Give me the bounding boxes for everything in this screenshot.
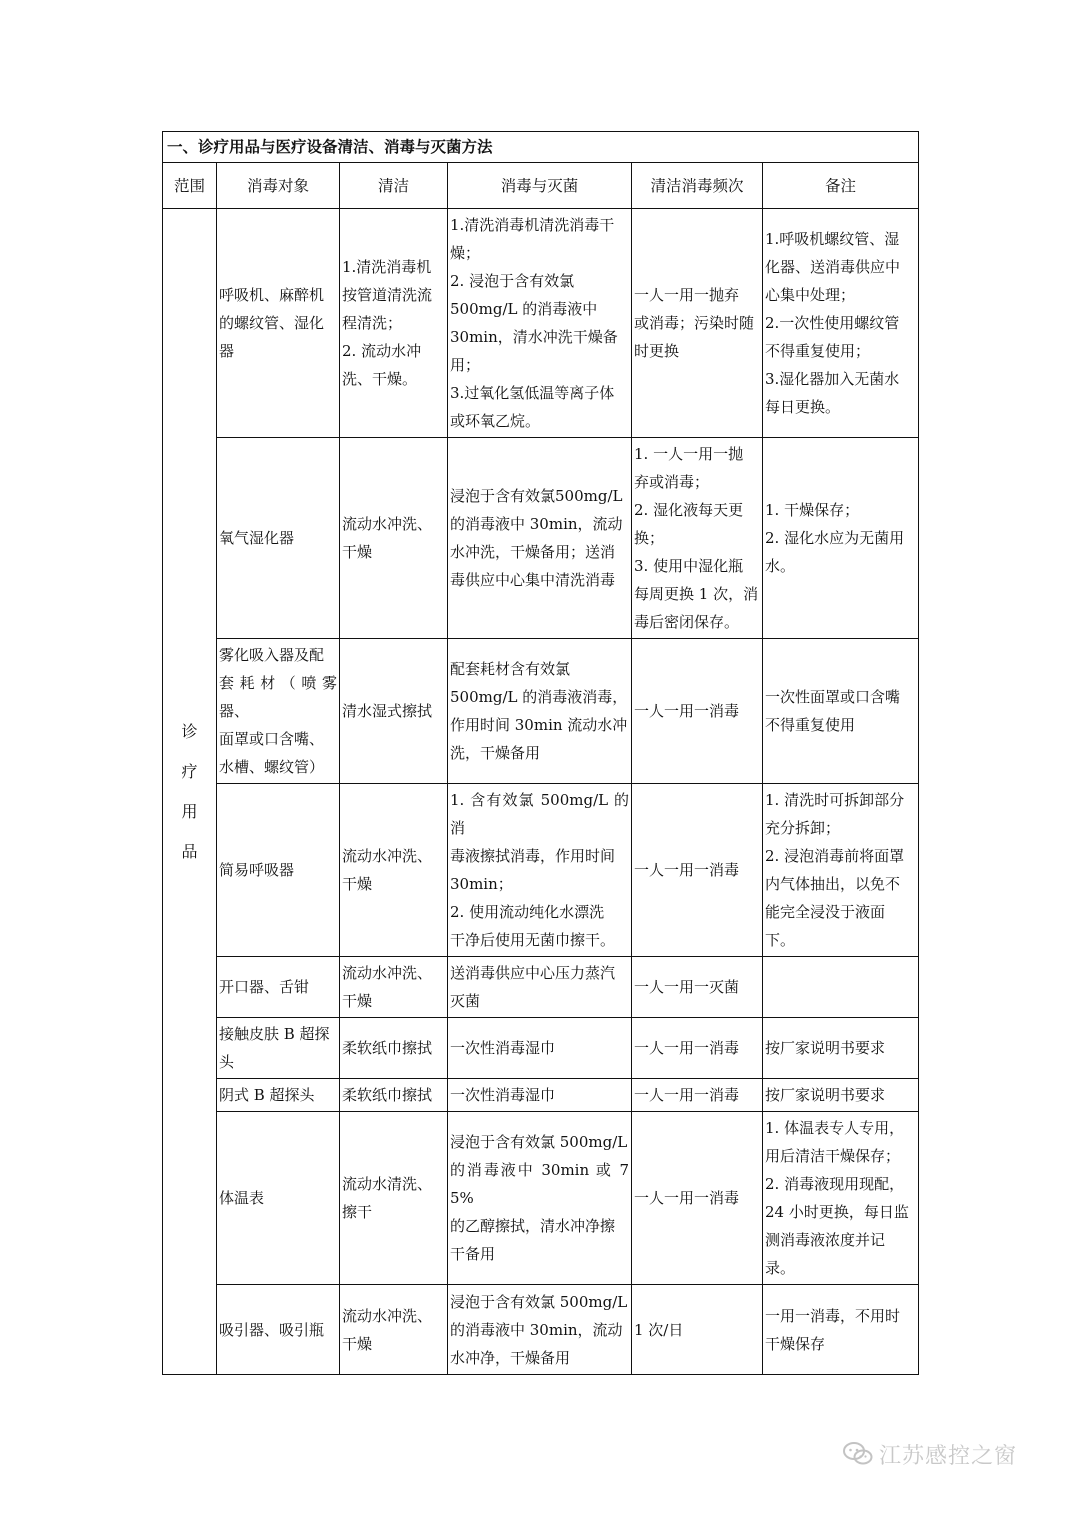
cell-text-line: 一人一用一灭菌 bbox=[634, 978, 740, 996]
cell-text-line: 一次性面罩或口含嘴 bbox=[765, 688, 901, 706]
cell-object bbox=[217, 957, 340, 1018]
cell-text-line: 充分拆卸； bbox=[765, 819, 841, 837]
cell-text-line: 流动水冲洗、 bbox=[342, 515, 433, 533]
cell-text-line: 干净后使用无菌巾擦干。 bbox=[450, 931, 616, 949]
cell-text-line: 干备用 bbox=[450, 1245, 496, 1263]
cell-text-line: 水冲洗，干燥备用；送消 bbox=[450, 543, 616, 561]
cell-text-line: 浸泡于含有效氯 500mg/L bbox=[450, 1292, 628, 1311]
cell-text-line: 一人一用一消毒 bbox=[634, 1189, 740, 1207]
cell-disinfect bbox=[448, 1018, 632, 1079]
cell-text-line: 2. 湿化液每天更 bbox=[634, 501, 744, 519]
cell-object bbox=[217, 1112, 340, 1285]
cell-text-line: 录。 bbox=[765, 1259, 796, 1277]
header-object: 消毒对象 bbox=[217, 163, 340, 209]
cell-text-line: 体温表 bbox=[219, 1189, 265, 1207]
header-row bbox=[163, 163, 919, 209]
cell-text-line: 一次性消毒湿巾 bbox=[450, 1086, 556, 1104]
cell-text-line: 每周更换 1 次，消 bbox=[634, 585, 759, 603]
header-clean: 清洁 bbox=[340, 163, 448, 209]
cell-text-line: 吸引器、吸引瓶 bbox=[219, 1320, 325, 1339]
cell-disinfect bbox=[448, 957, 632, 1018]
cell-disinfect bbox=[448, 438, 632, 639]
header-frequency: 清洁消毒频次 bbox=[632, 163, 763, 209]
cell-frequency bbox=[632, 1018, 763, 1079]
cell-object bbox=[217, 209, 340, 438]
cell-text-line: 灭菌 bbox=[450, 992, 481, 1010]
disinfection-table bbox=[162, 131, 919, 1375]
cell-text-line: 按厂家说明书要求 bbox=[765, 1086, 886, 1104]
cell-text-line: 作用时间 30min 流动水冲 bbox=[450, 716, 628, 734]
cell-text-line: 干燥 bbox=[342, 875, 373, 893]
cell-clean bbox=[340, 209, 448, 438]
cell-text-line: 水。 bbox=[765, 557, 796, 575]
scope-cell bbox=[163, 209, 217, 1375]
cell-text-line: 一人一用一消毒 bbox=[634, 1039, 740, 1057]
cell-text-line: 2. 使用流动纯化水漂洗 bbox=[450, 903, 605, 921]
cell-remark bbox=[763, 639, 919, 784]
cell-remark bbox=[763, 1018, 919, 1079]
cell-text-line: 呼吸机、麻醉机 bbox=[219, 286, 325, 304]
cell-text-line: 或消毒；污染时随 bbox=[634, 314, 755, 332]
cell-text-line: 套耗材（喷雾器、 bbox=[219, 674, 337, 720]
cell-object bbox=[217, 1018, 340, 1079]
cell-text-line: 清水湿式擦拭 bbox=[342, 702, 433, 720]
cell-text-line: 30min； bbox=[450, 875, 513, 893]
cell-text-line: 干燥 bbox=[342, 543, 373, 561]
cell-text-line: 流动水冲洗、 bbox=[342, 847, 433, 865]
cell-text-line: 流动水冲洗、 bbox=[342, 1306, 433, 1325]
header-scope: 范围 bbox=[163, 163, 217, 209]
cell-text-line: 浸泡于含有效氯 500mg/L bbox=[450, 1133, 628, 1151]
cell-text-line: 测消毒液浓度并记 bbox=[765, 1231, 886, 1249]
cell-text-line: 30min，清水冲洗干燥备 bbox=[450, 328, 618, 346]
cell-clean bbox=[340, 957, 448, 1018]
cell-object bbox=[217, 1079, 340, 1112]
cell-text-line: 干燥保存 bbox=[765, 1334, 826, 1353]
cell-text-line: 一用一消毒，不用时 bbox=[765, 1306, 901, 1325]
cell-clean bbox=[340, 639, 448, 784]
cell-text-line: 头 bbox=[219, 1053, 235, 1071]
cell-text-line: 流动水清洗、 bbox=[342, 1175, 433, 1193]
cell-text-line: 一人一用一抛弃 bbox=[634, 286, 740, 304]
cell-text-line: 1.清洗消毒机 bbox=[342, 258, 432, 276]
cell-remark bbox=[763, 1285, 919, 1375]
cell-text-line: 接触皮肤 B 超探 bbox=[219, 1025, 330, 1043]
cell-disinfect bbox=[448, 1112, 632, 1285]
table-row bbox=[163, 438, 919, 639]
cell-remark bbox=[763, 1112, 919, 1285]
cell-text-line: 下。 bbox=[765, 931, 796, 949]
cell-text-line: 3. 使用中湿化瓶 bbox=[634, 557, 744, 575]
cell-text-line: 毒后密闭保存。 bbox=[634, 613, 740, 631]
wechat-icon bbox=[843, 1441, 873, 1467]
cell-text-line: 换； bbox=[634, 529, 665, 547]
table-row bbox=[163, 957, 919, 1018]
cell-text-line: 浸泡于含有效氯500mg/L bbox=[450, 487, 623, 505]
cell-text-line: 不得重复使用 bbox=[765, 716, 856, 734]
cell-text-line bbox=[765, 973, 916, 1001]
cell-text-line: 弃或消毒； bbox=[634, 473, 710, 491]
cell-remark bbox=[763, 209, 919, 438]
cell-text-line: 能完全浸没于液面 bbox=[765, 903, 886, 921]
cell-text-line: 时更换 bbox=[634, 342, 680, 360]
table-row bbox=[163, 209, 919, 438]
cell-text-line: 500mg/L 的消毒液中 bbox=[450, 300, 598, 318]
cell-text-line: 简易呼吸器 bbox=[219, 861, 295, 879]
cell-text-line: 1. 体温表专人专用， bbox=[765, 1119, 905, 1137]
cell-clean bbox=[340, 438, 448, 639]
cell-clean bbox=[340, 1018, 448, 1079]
title-row bbox=[163, 132, 919, 163]
cell-text-line: 器 bbox=[219, 342, 235, 360]
table-title: 一、诊疗用品与医疗设备清洁、消毒与灭菌方法 bbox=[163, 132, 919, 163]
cell-text-line: 阴式 B 超探头 bbox=[219, 1086, 315, 1104]
header-disinfect: 消毒与灭菌 bbox=[448, 163, 632, 209]
cell-clean bbox=[340, 1079, 448, 1112]
cell-text-line: 1. 清洗时可拆卸部分 bbox=[765, 791, 905, 809]
watermark bbox=[843, 1436, 1017, 1472]
cell-text-line: 的螺纹管、湿化 bbox=[219, 314, 325, 332]
cell-object bbox=[217, 784, 340, 957]
cell-text-line: 开口器、舌钳 bbox=[219, 978, 310, 996]
cell-text-line: 洗、干燥。 bbox=[342, 370, 418, 388]
table-row bbox=[163, 1112, 919, 1285]
cell-text-line: 程清洗； bbox=[342, 314, 403, 332]
cell-text-line: 氧气湿化器 bbox=[219, 529, 295, 547]
cell-text-line: 3.湿化器加入无菌水 bbox=[765, 370, 900, 388]
cell-clean bbox=[340, 784, 448, 957]
cell-text-line: 流动水冲洗、 bbox=[342, 964, 433, 982]
cell-object bbox=[217, 438, 340, 639]
cell-text-line: 的消毒液中 30min，流动 bbox=[450, 515, 623, 533]
cell-text-line: 柔软纸巾擦拭 bbox=[342, 1086, 433, 1104]
cell-text-line: 的消毒液中 30min，流动 bbox=[450, 1320, 623, 1339]
cell-text-line: 内气体抽出，以免不 bbox=[765, 875, 901, 893]
cell-text-line: 燥； bbox=[450, 244, 481, 262]
cell-text-line: 1. 一人一用一抛 bbox=[634, 445, 744, 463]
cell-text-line: 一人一用一消毒 bbox=[634, 861, 740, 879]
cell-text-line: 2. 湿化水应为无菌用 bbox=[765, 529, 905, 547]
cell-frequency bbox=[632, 639, 763, 784]
cell-frequency bbox=[632, 1079, 763, 1112]
cell-text-line: 一人一用一消毒 bbox=[634, 702, 740, 720]
cell-text-line: 心集中处理； bbox=[765, 286, 856, 304]
cell-remark bbox=[763, 957, 919, 1018]
cell-text-line: 3.过氧化氢低温等离子体 bbox=[450, 384, 615, 402]
cell-text-line: 一次性消毒湿巾 bbox=[450, 1039, 556, 1057]
cell-text-line: 的乙醇擦拭，清水冲净擦 bbox=[450, 1217, 616, 1235]
cell-text-line: 雾化吸入器及配 bbox=[219, 646, 325, 664]
cell-object bbox=[217, 639, 340, 784]
cell-text-line: 送消毒供应中心压力蒸汽 bbox=[450, 964, 616, 982]
cell-frequency bbox=[632, 784, 763, 957]
cell-text-line: 2. 浸泡消毒前将面罩 bbox=[765, 847, 905, 865]
cell-text-line: 的消毒液中 30min 或 75% bbox=[450, 1161, 629, 1207]
table-row bbox=[163, 1079, 919, 1112]
cell-remark bbox=[763, 438, 919, 639]
cell-text-line: 擦干 bbox=[342, 1203, 373, 1221]
cell-text-line: 不得重复使用； bbox=[765, 342, 871, 360]
cell-text-line: 2. 流动水冲 bbox=[342, 342, 422, 360]
cell-object bbox=[217, 1285, 340, 1375]
cell-text-line: 化器、送消毒供应中 bbox=[765, 258, 901, 276]
cell-disinfect bbox=[448, 639, 632, 784]
cell-text-line: 柔软纸巾擦拭 bbox=[342, 1039, 433, 1057]
cell-text-line: 按厂家说明书要求 bbox=[765, 1039, 886, 1057]
cell-text-line: 干燥 bbox=[342, 1334, 373, 1353]
table-row bbox=[163, 639, 919, 784]
cell-text-line: 用后清洁干燥保存； bbox=[765, 1147, 901, 1165]
cell-text-line: 水槽、螺纹管） bbox=[219, 758, 325, 776]
cell-text-line: 1. 干燥保存； bbox=[765, 501, 860, 519]
cell-text-line: 2.一次性使用螺纹管 bbox=[765, 314, 900, 332]
cell-frequency bbox=[632, 209, 763, 438]
cell-text-line: 用； bbox=[450, 356, 481, 374]
watermark-text: 江苏感控之窗 bbox=[879, 1443, 1018, 1469]
table-row bbox=[163, 1285, 919, 1375]
table-row bbox=[163, 784, 919, 957]
cell-text-line: 1. 含有效氯 500mg/L 的消 bbox=[450, 791, 629, 837]
cell-frequency bbox=[632, 438, 763, 639]
cell-text-line: 洗，干燥备用 bbox=[450, 744, 541, 762]
cell-text-line: 每日更换。 bbox=[765, 398, 841, 416]
cell-disinfect bbox=[448, 1079, 632, 1112]
scope-label: 诊疗用品 bbox=[181, 721, 198, 861]
cell-text-line: 1.清洗消毒机清洗消毒干 bbox=[450, 216, 615, 234]
cell-text-line: 24 小时更换，每日监 bbox=[765, 1203, 909, 1221]
cell-frequency bbox=[632, 1112, 763, 1285]
cell-text-line: 2. 消毒液现用现配， bbox=[765, 1175, 905, 1193]
cell-disinfect bbox=[448, 1285, 632, 1375]
cell-frequency bbox=[632, 957, 763, 1018]
cell-text-line: 干燥 bbox=[342, 992, 373, 1010]
cell-frequency bbox=[632, 1285, 763, 1375]
table-row bbox=[163, 1018, 919, 1079]
cell-text-line: 毒液擦拭消毒，作用时间 bbox=[450, 847, 616, 865]
cell-text-line: 500mg/L 的消毒液消毒， bbox=[450, 688, 628, 706]
cell-remark bbox=[763, 1079, 919, 1112]
cell-text-line: 面罩或口含嘴、 bbox=[219, 730, 325, 748]
cell-text-line: 水冲净，干燥备用 bbox=[450, 1348, 571, 1367]
cell-text-line: 1 次/日 bbox=[634, 1320, 684, 1339]
cell-disinfect bbox=[448, 784, 632, 957]
cell-text-line: 按管道清洗流 bbox=[342, 286, 433, 304]
cell-text-line: 1.呼吸机螺纹管、湿 bbox=[765, 230, 900, 248]
cell-clean bbox=[340, 1285, 448, 1375]
cell-text-line: 配套耗材含有效氯 bbox=[450, 660, 571, 678]
header-remark: 备注 bbox=[763, 163, 919, 209]
cell-text-line: 2. 浸泡于含有效氯 bbox=[450, 272, 575, 290]
cell-clean bbox=[340, 1112, 448, 1285]
cell-text-line: 毒供应中心集中清洗消毒 bbox=[450, 571, 616, 589]
cell-text-line: 一人一用一消毒 bbox=[634, 1086, 740, 1104]
cell-disinfect bbox=[448, 209, 632, 438]
cell-text-line: 或环氧乙烷。 bbox=[450, 412, 541, 430]
cell-remark bbox=[763, 784, 919, 957]
